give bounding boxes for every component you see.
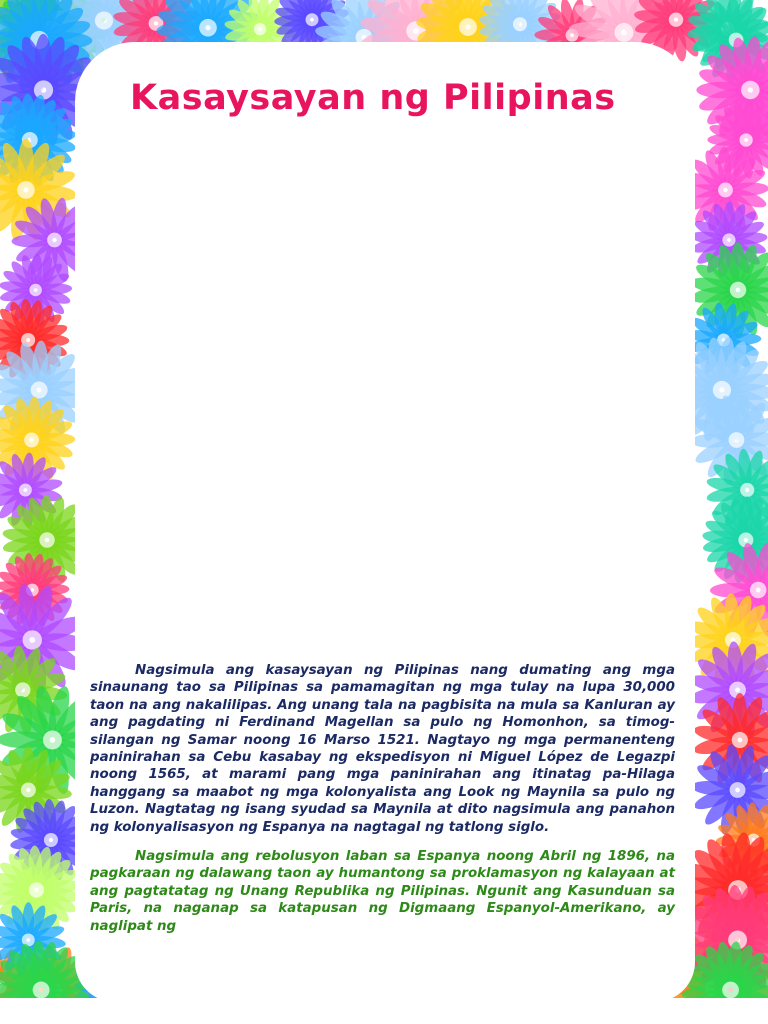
bottom-margin	[0, 998, 768, 1024]
document-title: Kasaysayan ng Pilipinas	[130, 78, 616, 118]
paragraph-2: Nagsimula ang rebolusyon laban sa Espanya noong Abril ng 1896, na pagkaraan ng dalawang taon ay humantong sa proklamasyon ng kalayaan at ang pagtatatag ng Unang Republika ng Pilipinas. Ngunit ang Kasunduan sa Paris, na naganap sa katapusan ng Digmaang Espanyol-Amerikano, ay naglipat ng	[90, 849, 675, 934]
body-text	[90, 662, 675, 947]
paragraph-1: Nagsimula ang kasaysayan ng Pilipinas nang dumating ang mga sinaunang tao sa Pilipinas sa pamamagitan ng mga tulay na lupa 30,000 taon na ang nakalilipas. Ang unang tala na pagbisita na mula sa Kanluran ay ang pagdating ni Ferdinand Magellan sa pulo ng Homonhon, sa timog-silangan ng Samar noong 16 Marso 1521. Nagtayo ng mga permanenteng paninirahan sa Cebu kasabay ng ekspedisyon ni Miguel López de Legazpi noong 1565, at marami pang mga paninirahan ang itinatag pa-Hilaga hanggang sa maabot ng mga kolonyalista ang Look ng Maynila sa pulo ng Luzon. Nagtatag ng isang syudad sa Maynila at dito nagsimula ang panahon ng kolonyalisasyon ng Espanya na nagtagal ng tatlong siglo.	[90, 663, 675, 835]
